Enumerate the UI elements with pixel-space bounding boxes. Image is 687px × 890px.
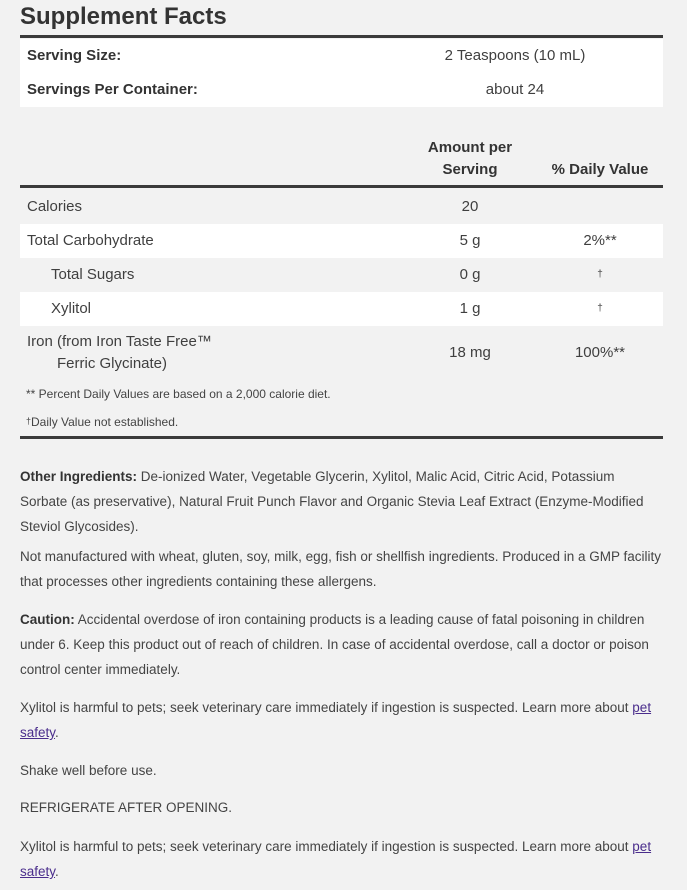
other-ingredients [20, 464, 665, 539]
header-rule [20, 185, 663, 188]
caution-text: Accidental overdose of iron containing products is a leading cause of fatal poisoning in children under 6. Keep this product out of reach of children. In case of accidental overdose, call a doctor or poison control center immediately. [20, 612, 649, 677]
nutrient-row [20, 336, 663, 370]
amount-header-line2: Serving [442, 161, 498, 178]
pet-safety-link[interactable]: pet safety [20, 700, 652, 740]
xylitol-warning [20, 695, 665, 745]
servings-per-container-label: Servings Per Container: [27, 81, 198, 98]
amount-header-line1: Amount per [427, 139, 513, 156]
nutrient-daily-value: 100%** [574, 344, 626, 361]
dagger-footnote [26, 415, 178, 429]
other-ingredients-label: Other Ingredients: [20, 469, 138, 484]
percent-footnote: ** Percent Daily Values are based on a 2,000 calorie diet. [26, 387, 331, 401]
nutrient-daily-value: † [597, 269, 603, 280]
nutrient-label: Total Sugars [51, 266, 135, 283]
dagger-text: Daily Value not established. [31, 415, 179, 429]
serving-size-value: 2 Teaspoons (10 mL) [444, 47, 586, 64]
refrigerate-instruction: REFRIGERATE AFTER OPENING. [20, 800, 233, 815]
servings-per-container-row [20, 73, 663, 107]
top-rule [20, 35, 663, 38]
nutrient-row [20, 258, 663, 292]
nutrient-row [20, 224, 663, 258]
iron-label-line1: Iron (from Iron Taste Free™ [27, 333, 212, 350]
xylitol-warning-text: Xylitol is harmful to pets; seek veterinary care immediately if ingestion is suspected. Learn more about [20, 839, 633, 854]
nutrient-amount: 1 g [459, 300, 481, 317]
bottom-rule [20, 436, 663, 439]
nutrient-daily-value: † [597, 303, 603, 314]
nutrient-row [20, 190, 663, 224]
xylitol-warning-end: . [55, 725, 59, 740]
nutrient-amount: 20 [461, 198, 479, 215]
amount-per-serving-header [414, 137, 526, 181]
xylitol-warning-end: . [55, 864, 59, 879]
iron-label-line2: Ferric Glycinate) [57, 355, 168, 372]
dagger-symbol: † [26, 416, 32, 426]
xylitol-warning-text: Xylitol is harmful to pets; seek veterinary care immediately if ingestion is suspected. Learn more about [20, 700, 633, 715]
servings-per-container-value: about 24 [485, 81, 545, 98]
nutrient-label: Total Carbohydrate [27, 232, 154, 249]
daily-value-header: % Daily Value [551, 161, 649, 178]
other-ingredients-text: De-ionized Water, Vegetable Glycerin, Xylitol, Malic Acid, Citric Acid, Potassium Sorbate (as preservative), Natural Fruit Punch Flavor and Organic Stevia Leaf Extract (Enzyme-Modified Steviol Glycosides). [20, 469, 644, 534]
serving-size-label: Serving Size: [27, 47, 122, 64]
serving-size-row [20, 39, 663, 73]
allergen-statement: Not manufactured with wheat, gluten, soy, milk, egg, fish or shellfish ingredients. Produced in a GMP facility that processes other ingredients containing these allergens. [20, 549, 662, 589]
nutrient-row [20, 292, 663, 326]
nutrient-label: Xylitol [51, 300, 92, 317]
caution-statement [20, 607, 665, 682]
page-title: Supplement Facts [20, 3, 227, 30]
shake-instruction: Shake well before use. [20, 763, 157, 778]
xylitol-warning-repeat [20, 834, 665, 884]
nutrient-label: Calories [27, 198, 83, 215]
pet-safety-link[interactable]: pet safety [20, 839, 652, 879]
caution-label: Caution: [20, 612, 75, 627]
nutrient-amount: 0 g [459, 266, 481, 283]
nutrient-daily-value: 2%** [583, 232, 617, 249]
nutrient-amount: 5 g [459, 232, 481, 249]
nutrient-amount: 18 mg [449, 344, 491, 361]
